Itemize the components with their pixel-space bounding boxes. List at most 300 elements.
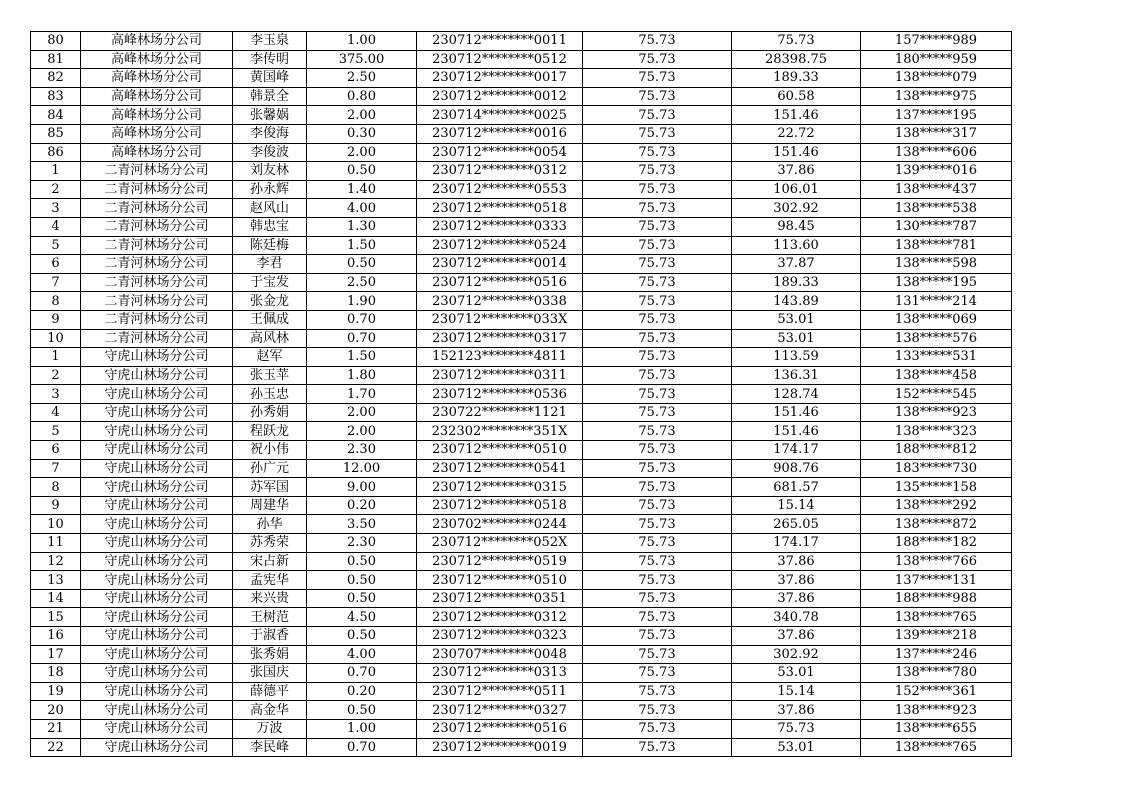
cell-amount: 37.86 — [732, 162, 861, 181]
table-row — [31, 478, 1012, 497]
cell-company: 守虎山林场分公司 — [81, 441, 233, 460]
cell-unit-price: 75.73 — [583, 608, 732, 627]
cell-unit-price: 75.73 — [583, 292, 732, 311]
cell-name: 万波 — [233, 719, 307, 738]
cell-amount: 302.92 — [732, 199, 861, 218]
cell-phone: 138*****872 — [861, 515, 1012, 534]
cell-unit-price: 75.73 — [583, 180, 732, 199]
table-row — [31, 329, 1012, 348]
table-row — [31, 106, 1012, 125]
table-row — [31, 682, 1012, 701]
cell-phone: 138*****576 — [861, 329, 1012, 348]
cell-id-number: 230712********0518 — [417, 496, 583, 515]
table-row — [31, 664, 1012, 683]
cell-amount: 174.17 — [732, 441, 861, 460]
cell-unit-price: 75.73 — [583, 403, 732, 422]
cell-index: 15 — [31, 608, 81, 627]
cell-phone: 133*****531 — [861, 348, 1012, 367]
cell-name: 高风林 — [233, 329, 307, 348]
table-row — [31, 738, 1012, 757]
cell-id-number: 230714********0025 — [417, 106, 583, 125]
cell-company: 二青河林场分公司 — [81, 180, 233, 199]
cell-phone: 138*****781 — [861, 236, 1012, 255]
cell-area: 2.00 — [307, 403, 417, 422]
cell-unit-price: 75.73 — [583, 329, 732, 348]
table-row — [31, 571, 1012, 590]
cell-amount: 37.86 — [732, 589, 861, 608]
cell-unit-price: 75.73 — [583, 236, 732, 255]
cell-id-number: 230712********0516 — [417, 719, 583, 738]
cell-id-number: 230712********0524 — [417, 236, 583, 255]
cell-amount: 151.46 — [732, 143, 861, 162]
cell-area: 0.80 — [307, 87, 417, 106]
cell-area: 0.50 — [307, 162, 417, 181]
cell-name: 于淑香 — [233, 627, 307, 646]
data-table — [30, 31, 1012, 757]
cell-amount: 15.14 — [732, 496, 861, 515]
cell-area: 1.40 — [307, 180, 417, 199]
cell-unit-price: 75.73 — [583, 366, 732, 385]
cell-name: 李君 — [233, 255, 307, 274]
cell-index: 8 — [31, 478, 81, 497]
cell-amount: 143.89 — [732, 292, 861, 311]
table-row — [31, 534, 1012, 553]
cell-company: 二青河林场分公司 — [81, 217, 233, 236]
cell-unit-price: 75.73 — [583, 496, 732, 515]
cell-area: 2.00 — [307, 422, 417, 441]
cell-amount: 189.33 — [732, 69, 861, 88]
cell-phone: 138*****780 — [861, 664, 1012, 683]
cell-company: 二青河林场分公司 — [81, 255, 233, 274]
table-row — [31, 589, 1012, 608]
cell-id-number: 230712********0327 — [417, 701, 583, 720]
cell-company: 二青河林场分公司 — [81, 292, 233, 311]
cell-phone: 188*****182 — [861, 534, 1012, 553]
cell-company: 守虎山林场分公司 — [81, 682, 233, 701]
cell-name: 李玉泉 — [233, 32, 307, 51]
cell-area: 1.80 — [307, 366, 417, 385]
cell-index: 13 — [31, 571, 81, 590]
cell-name: 刘友林 — [233, 162, 307, 181]
cell-company: 守虎山林场分公司 — [81, 403, 233, 422]
cell-company: 二青河林场分公司 — [81, 329, 233, 348]
cell-name: 韩忠宝 — [233, 217, 307, 236]
cell-company: 守虎山林场分公司 — [81, 627, 233, 646]
table-row — [31, 236, 1012, 255]
cell-company: 守虎山林场分公司 — [81, 385, 233, 404]
cell-unit-price: 75.73 — [583, 701, 732, 720]
table-body — [31, 32, 1012, 757]
cell-unit-price: 75.73 — [583, 459, 732, 478]
cell-unit-price: 75.73 — [583, 106, 732, 125]
cell-phone: 138*****598 — [861, 255, 1012, 274]
cell-name: 宋占新 — [233, 552, 307, 571]
cell-name: 李传明 — [233, 50, 307, 69]
cell-index: 7 — [31, 273, 81, 292]
table-row — [31, 627, 1012, 646]
cell-unit-price: 75.73 — [583, 69, 732, 88]
cell-name: 黄国峰 — [233, 69, 307, 88]
cell-name: 王树范 — [233, 608, 307, 627]
cell-company: 守虎山林场分公司 — [81, 589, 233, 608]
cell-id-number: 230722********1121 — [417, 403, 583, 422]
cell-area: 0.70 — [307, 664, 417, 683]
table-row — [31, 180, 1012, 199]
cell-id-number: 230712********0312 — [417, 608, 583, 627]
cell-name: 高金华 — [233, 701, 307, 720]
cell-index: 9 — [31, 496, 81, 515]
cell-area: 0.50 — [307, 255, 417, 274]
cell-index: 6 — [31, 255, 81, 274]
cell-amount: 265.05 — [732, 515, 861, 534]
cell-amount: 98.45 — [732, 217, 861, 236]
cell-name: 张国庆 — [233, 664, 307, 683]
cell-company: 高峰林场分公司 — [81, 124, 233, 143]
cell-id-number: 230712********0553 — [417, 180, 583, 199]
cell-phone: 135*****158 — [861, 478, 1012, 497]
cell-index: 86 — [31, 143, 81, 162]
cell-area: 2.30 — [307, 534, 417, 553]
cell-index: 2 — [31, 180, 81, 199]
cell-area: 4.00 — [307, 645, 417, 664]
cell-id-number: 230712********0012 — [417, 87, 583, 106]
cell-id-number: 230712********0511 — [417, 682, 583, 701]
cell-id-number: 230712********033X — [417, 310, 583, 329]
cell-amount: 113.59 — [732, 348, 861, 367]
cell-id-number: 152123********4811 — [417, 348, 583, 367]
cell-id-number: 230712********0510 — [417, 571, 583, 590]
cell-unit-price: 75.73 — [583, 255, 732, 274]
table-row — [31, 199, 1012, 218]
cell-area: 1.00 — [307, 719, 417, 738]
cell-company: 守虎山林场分公司 — [81, 496, 233, 515]
cell-amount: 302.92 — [732, 645, 861, 664]
cell-company: 守虎山林场分公司 — [81, 719, 233, 738]
cell-index: 10 — [31, 515, 81, 534]
cell-name: 张玉苹 — [233, 366, 307, 385]
cell-company: 守虎山林场分公司 — [81, 738, 233, 757]
cell-index: 14 — [31, 589, 81, 608]
cell-amount: 106.01 — [732, 180, 861, 199]
cell-unit-price: 75.73 — [583, 348, 732, 367]
cell-id-number: 230712********0518 — [417, 199, 583, 218]
table-row — [31, 255, 1012, 274]
cell-phone: 138*****323 — [861, 422, 1012, 441]
cell-phone: 157*****989 — [861, 32, 1012, 51]
cell-index: 11 — [31, 534, 81, 553]
cell-amount: 75.73 — [732, 32, 861, 51]
cell-phone: 130*****787 — [861, 217, 1012, 236]
cell-amount: 113.60 — [732, 236, 861, 255]
table-row — [31, 124, 1012, 143]
table-row — [31, 608, 1012, 627]
cell-unit-price: 75.73 — [583, 682, 732, 701]
cell-area: 0.70 — [307, 738, 417, 757]
cell-company: 二青河林场分公司 — [81, 273, 233, 292]
cell-company: 守虎山林场分公司 — [81, 422, 233, 441]
cell-phone: 188*****812 — [861, 441, 1012, 460]
cell-index: 3 — [31, 199, 81, 218]
cell-company: 守虎山林场分公司 — [81, 701, 233, 720]
cell-area: 4.00 — [307, 199, 417, 218]
cell-id-number: 230712********0019 — [417, 738, 583, 757]
cell-id-number: 230712********0333 — [417, 217, 583, 236]
cell-area: 0.70 — [307, 329, 417, 348]
cell-area: 9.00 — [307, 478, 417, 497]
cell-name: 孟宪华 — [233, 571, 307, 590]
cell-index: 81 — [31, 50, 81, 69]
cell-phone: 138*****195 — [861, 273, 1012, 292]
cell-id-number: 230712********0011 — [417, 32, 583, 51]
cell-amount: 340.78 — [732, 608, 861, 627]
cell-name: 张馨娲 — [233, 106, 307, 125]
cell-index: 84 — [31, 106, 81, 125]
cell-unit-price: 75.73 — [583, 124, 732, 143]
cell-area: 3.50 — [307, 515, 417, 534]
cell-amount: 37.86 — [732, 552, 861, 571]
cell-area: 2.30 — [307, 441, 417, 460]
cell-name: 张秀娟 — [233, 645, 307, 664]
cell-unit-price: 75.73 — [583, 627, 732, 646]
cell-id-number: 230712********0516 — [417, 273, 583, 292]
cell-id-number: 230712********0323 — [417, 627, 583, 646]
table-row — [31, 217, 1012, 236]
cell-unit-price: 75.73 — [583, 87, 732, 106]
cell-amount: 151.46 — [732, 422, 861, 441]
cell-area: 0.50 — [307, 589, 417, 608]
table-row — [31, 496, 1012, 515]
cell-company: 守虎山林场分公司 — [81, 348, 233, 367]
cell-unit-price: 75.73 — [583, 719, 732, 738]
cell-amount: 37.86 — [732, 627, 861, 646]
table-row — [31, 403, 1012, 422]
cell-id-number: 230712********0315 — [417, 478, 583, 497]
cell-company: 二青河林场分公司 — [81, 236, 233, 255]
cell-index: 7 — [31, 459, 81, 478]
cell-company: 守虎山林场分公司 — [81, 645, 233, 664]
cell-phone: 183*****730 — [861, 459, 1012, 478]
cell-area: 2.50 — [307, 273, 417, 292]
table-row — [31, 515, 1012, 534]
cell-phone: 138*****538 — [861, 199, 1012, 218]
cell-company: 高峰林场分公司 — [81, 50, 233, 69]
cell-phone: 180*****959 — [861, 50, 1012, 69]
cell-unit-price: 75.73 — [583, 50, 732, 69]
cell-name: 王佩成 — [233, 310, 307, 329]
cell-unit-price: 75.73 — [583, 589, 732, 608]
cell-area: 1.50 — [307, 348, 417, 367]
cell-phone: 138*****317 — [861, 124, 1012, 143]
cell-company: 守虎山林场分公司 — [81, 571, 233, 590]
cell-name: 薛德平 — [233, 682, 307, 701]
cell-unit-price: 75.73 — [583, 441, 732, 460]
cell-company: 二青河林场分公司 — [81, 199, 233, 218]
table-row — [31, 459, 1012, 478]
cell-company: 守虎山林场分公司 — [81, 459, 233, 478]
cell-id-number: 230712********0351 — [417, 589, 583, 608]
cell-company: 高峰林场分公司 — [81, 87, 233, 106]
cell-id-number: 230712********0312 — [417, 162, 583, 181]
cell-name: 李民峰 — [233, 738, 307, 757]
cell-company: 守虎山林场分公司 — [81, 515, 233, 534]
cell-index: 16 — [31, 627, 81, 646]
cell-name: 李俊海 — [233, 124, 307, 143]
cell-unit-price: 75.73 — [583, 273, 732, 292]
cell-id-number: 232302********351X — [417, 422, 583, 441]
cell-id-number: 230712********0313 — [417, 664, 583, 683]
cell-unit-price: 75.73 — [583, 552, 732, 571]
cell-phone: 138*****766 — [861, 552, 1012, 571]
cell-area: 1.50 — [307, 236, 417, 255]
cell-area: 1.70 — [307, 385, 417, 404]
cell-id-number: 230712********0016 — [417, 124, 583, 143]
table-row — [31, 348, 1012, 367]
cell-amount: 174.17 — [732, 534, 861, 553]
cell-company: 二青河林场分公司 — [81, 162, 233, 181]
cell-area: 4.50 — [307, 608, 417, 627]
cell-phone: 188*****988 — [861, 589, 1012, 608]
cell-index: 2 — [31, 366, 81, 385]
cell-unit-price: 75.73 — [583, 478, 732, 497]
cell-index: 19 — [31, 682, 81, 701]
cell-index: 9 — [31, 310, 81, 329]
cell-amount: 136.31 — [732, 366, 861, 385]
cell-id-number: 230712********0519 — [417, 552, 583, 571]
table-row — [31, 441, 1012, 460]
cell-unit-price: 75.73 — [583, 534, 732, 553]
cell-unit-price: 75.73 — [583, 571, 732, 590]
cell-phone: 138*****079 — [861, 69, 1012, 88]
cell-area: 1.30 — [307, 217, 417, 236]
cell-id-number: 230712********0317 — [417, 329, 583, 348]
cell-amount: 37.87 — [732, 255, 861, 274]
table-row — [31, 162, 1012, 181]
cell-company: 守虎山林场分公司 — [81, 552, 233, 571]
cell-name: 孙永辉 — [233, 180, 307, 199]
table-row — [31, 422, 1012, 441]
cell-unit-price: 75.73 — [583, 664, 732, 683]
cell-amount: 37.86 — [732, 571, 861, 590]
cell-id-number: 230712********0014 — [417, 255, 583, 274]
cell-area: 0.50 — [307, 627, 417, 646]
cell-company: 守虎山林场分公司 — [81, 664, 233, 683]
cell-area: 375.00 — [307, 50, 417, 69]
table-row — [31, 645, 1012, 664]
cell-name: 韩景全 — [233, 87, 307, 106]
cell-id-number: 230712********052X — [417, 534, 583, 553]
cell-index: 80 — [31, 32, 81, 51]
cell-area: 2.00 — [307, 106, 417, 125]
cell-amount: 151.46 — [732, 403, 861, 422]
cell-name: 赵军 — [233, 348, 307, 367]
cell-id-number: 230712********0510 — [417, 441, 583, 460]
cell-amount: 53.01 — [732, 664, 861, 683]
cell-index: 1 — [31, 348, 81, 367]
cell-unit-price: 75.73 — [583, 385, 732, 404]
cell-id-number: 230702********0244 — [417, 515, 583, 534]
cell-index: 17 — [31, 645, 81, 664]
cell-index: 4 — [31, 217, 81, 236]
table-row — [31, 292, 1012, 311]
cell-amount: 151.46 — [732, 106, 861, 125]
cell-company: 守虎山林场分公司 — [81, 478, 233, 497]
cell-name: 李俊波 — [233, 143, 307, 162]
cell-id-number: 230712********0536 — [417, 385, 583, 404]
table-row — [31, 50, 1012, 69]
table-row — [31, 385, 1012, 404]
cell-name: 苏秀荣 — [233, 534, 307, 553]
cell-phone: 137*****195 — [861, 106, 1012, 125]
cell-company: 守虎山林场分公司 — [81, 608, 233, 627]
table-row — [31, 143, 1012, 162]
cell-index: 1 — [31, 162, 81, 181]
cell-phone: 138*****069 — [861, 310, 1012, 329]
cell-phone: 137*****131 — [861, 571, 1012, 590]
cell-phone: 138*****975 — [861, 87, 1012, 106]
cell-company: 守虎山林场分公司 — [81, 366, 233, 385]
table-row — [31, 552, 1012, 571]
cell-index: 18 — [31, 664, 81, 683]
cell-amount: 53.01 — [732, 310, 861, 329]
cell-area: 0.20 — [307, 682, 417, 701]
cell-name: 祝小伟 — [233, 441, 307, 460]
cell-name: 孙玉忠 — [233, 385, 307, 404]
cell-id-number: 230712********0512 — [417, 50, 583, 69]
cell-unit-price: 75.73 — [583, 162, 732, 181]
table-row — [31, 366, 1012, 385]
cell-name: 赵风山 — [233, 199, 307, 218]
cell-phone: 138*****655 — [861, 719, 1012, 738]
cell-index: 20 — [31, 701, 81, 720]
cell-unit-price: 75.73 — [583, 738, 732, 757]
cell-phone: 138*****923 — [861, 403, 1012, 422]
cell-company: 高峰林场分公司 — [81, 69, 233, 88]
cell-unit-price: 75.73 — [583, 310, 732, 329]
cell-unit-price: 75.73 — [583, 422, 732, 441]
cell-area: 0.50 — [307, 571, 417, 590]
cell-index: 6 — [31, 441, 81, 460]
cell-phone: 139*****218 — [861, 627, 1012, 646]
cell-unit-price: 75.73 — [583, 143, 732, 162]
cell-amount: 75.73 — [732, 719, 861, 738]
cell-phone: 138*****765 — [861, 608, 1012, 627]
table-row — [31, 273, 1012, 292]
cell-index: 22 — [31, 738, 81, 757]
cell-index: 85 — [31, 124, 81, 143]
cell-phone: 138*****458 — [861, 366, 1012, 385]
cell-unit-price: 75.73 — [583, 515, 732, 534]
cell-name: 周建华 — [233, 496, 307, 515]
cell-amount: 189.33 — [732, 273, 861, 292]
cell-name: 陈廷梅 — [233, 236, 307, 255]
cell-area: 1.00 — [307, 32, 417, 51]
cell-phone: 138*****437 — [861, 180, 1012, 199]
cell-area: 0.20 — [307, 496, 417, 515]
cell-area: 0.70 — [307, 310, 417, 329]
cell-unit-price: 75.73 — [583, 217, 732, 236]
cell-unit-price: 75.73 — [583, 645, 732, 664]
cell-name: 程跃龙 — [233, 422, 307, 441]
cell-index: 8 — [31, 292, 81, 311]
cell-index: 82 — [31, 69, 81, 88]
cell-unit-price: 75.73 — [583, 199, 732, 218]
cell-phone: 139*****016 — [861, 162, 1012, 181]
cell-phone: 138*****923 — [861, 701, 1012, 720]
cell-phone: 152*****361 — [861, 682, 1012, 701]
cell-id-number: 230712********0017 — [417, 69, 583, 88]
cell-index: 3 — [31, 385, 81, 404]
cell-phone: 138*****292 — [861, 496, 1012, 515]
